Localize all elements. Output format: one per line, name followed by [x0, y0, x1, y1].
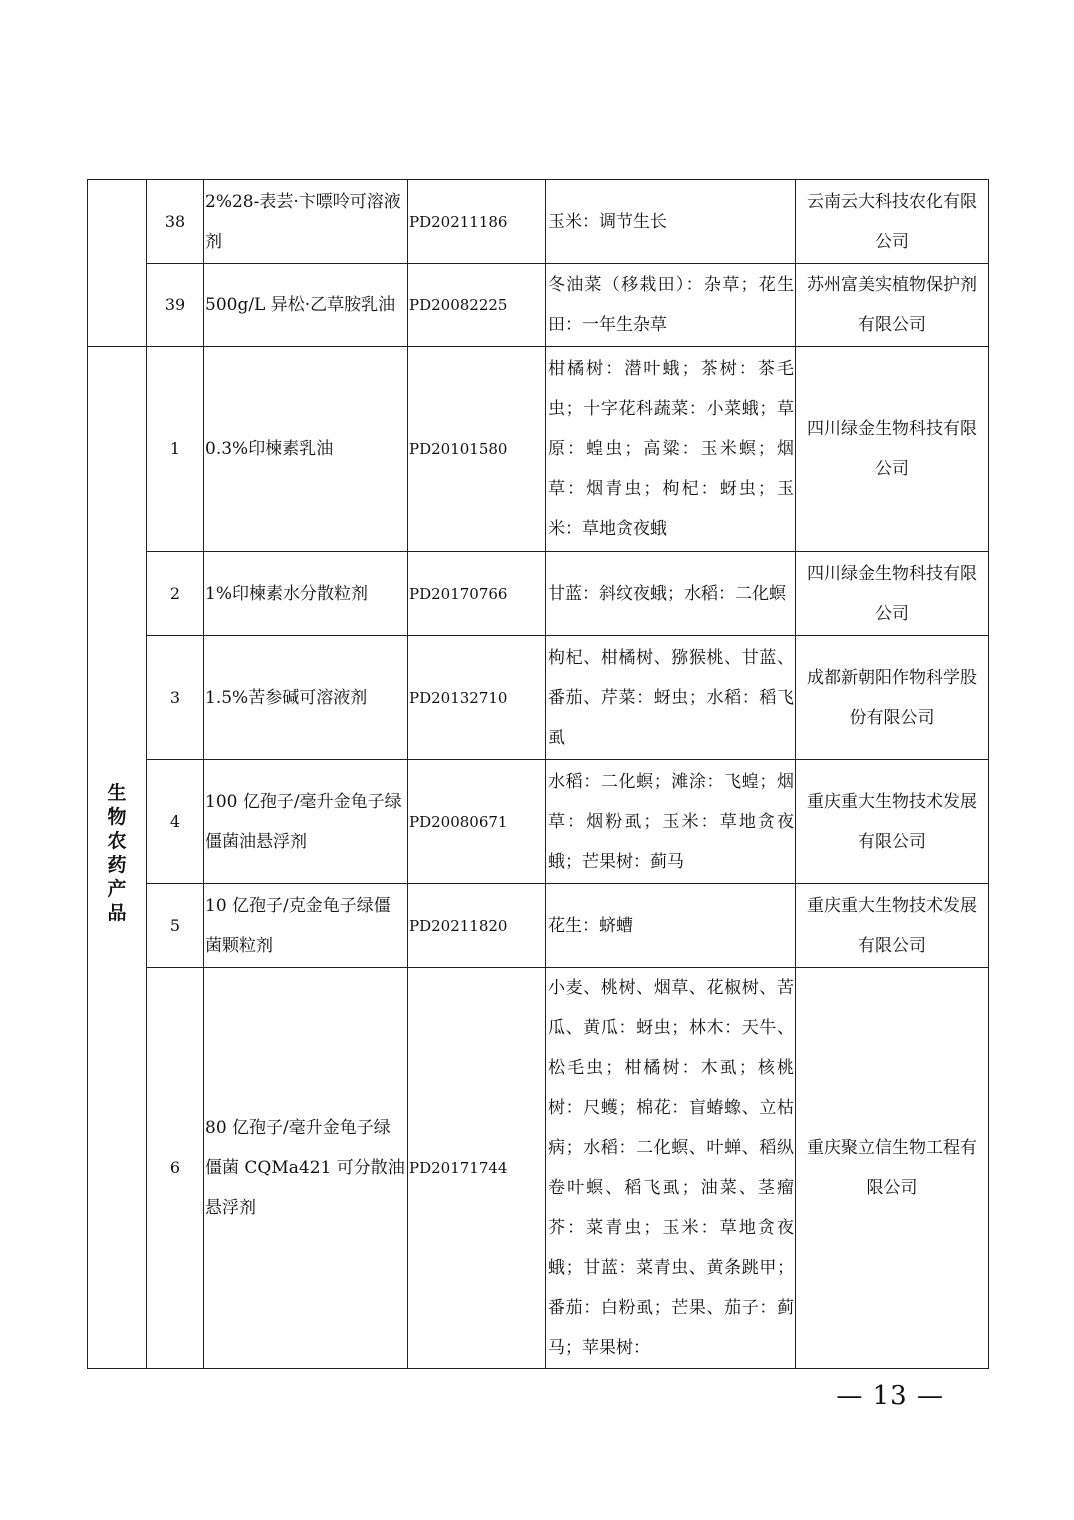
row-number: 1: [147, 347, 204, 552]
company-name: 苏州富美实植物保护剂有限公司: [796, 264, 989, 347]
company-name: 成都新朝阳作物科学股份有限公司: [796, 636, 989, 760]
registration-number: PD20211820: [408, 884, 546, 968]
product-name: 100 亿孢子/毫升金龟子绿僵菌油悬浮剂: [204, 760, 408, 884]
product-name: 1%印楝素水分散粒剂: [204, 552, 408, 636]
registration-number: PD20082225: [408, 264, 546, 347]
company-name: 四川绿金生物科技有限公司: [796, 347, 989, 552]
company-name: 重庆重大生物技术发展有限公司: [796, 760, 989, 884]
product-name: 10 亿孢子/克金龟子绿僵菌颗粒剂: [204, 884, 408, 968]
table-row: [88, 347, 989, 552]
table-row: [88, 884, 989, 968]
category-cell: [88, 180, 147, 347]
page-number: — 13 —: [836, 1381, 944, 1411]
crop-target: 冬油菜（移栽田）：杂草；花生田：一年生杂草: [546, 264, 796, 347]
crop-target: 小麦、桃树、烟草、花椒树、苦瓜、黄瓜：蚜虫；林木：天牛、松毛虫；柑橘树：木虱；核桃树：尺蠖；棉花：盲蝽蟓、立枯病；水稻：二化螟、叶蝉、稻纵卷叶螟、稻飞虱；油菜、茎瘤芥：菜青虫；玉米：草地贪夜蛾；甘蓝：菜青虫、黄条跳甲；番茄：白粉虱；芒果、茄子：蓟马；苹果树：: [546, 968, 796, 1369]
product-name: 2%28-表芸·卞嘌呤可溶液剂: [204, 180, 408, 264]
product-name: 500g/L 异松·乙草胺乳油: [204, 264, 408, 347]
registration-number: PD20132710: [408, 636, 546, 760]
registration-number: PD20170766: [408, 552, 546, 636]
row-number: 2: [147, 552, 204, 636]
row-number: 6: [147, 968, 204, 1369]
registration-number: PD20080671: [408, 760, 546, 884]
table-row: [88, 264, 989, 347]
crop-target: 枸杞、柑橘树、猕猴桃、甘蓝、番茄、芹菜：蚜虫；水稻：稻飞虱: [546, 636, 796, 760]
table-row: [88, 552, 989, 636]
crop-target: 甘蓝：斜纹夜蛾；水稻：二化螟: [546, 552, 796, 636]
table-row: [88, 968, 989, 1369]
company-name: 重庆重大生物技术发展有限公司: [796, 884, 989, 968]
pesticide-table: [87, 179, 989, 1369]
product-name: 0.3%印楝素乳油: [204, 347, 408, 552]
registration-number: PD20171744: [408, 968, 546, 1369]
category-cell: [88, 347, 147, 1369]
row-number: 39: [147, 264, 204, 347]
table-row: [88, 636, 989, 760]
company-name: 云南云大科技农化有限公司: [796, 180, 989, 264]
table-row: [88, 180, 989, 264]
product-name: 1.5%苦参碱可溶液剂: [204, 636, 408, 760]
row-number: 5: [147, 884, 204, 968]
registration-number: PD20101580: [408, 347, 546, 552]
registration-number: PD20211186: [408, 180, 546, 264]
company-name: 四川绿金生物科技有限公司: [796, 552, 989, 636]
row-number: 38: [147, 180, 204, 264]
table-row: [88, 760, 989, 884]
crop-target: 花生：蛴螬: [546, 884, 796, 968]
category-label: 生物农药产品: [107, 782, 127, 924]
crop-target: 柑橘树：潜叶蛾；茶树：茶毛虫；十字花科蔬菜：小菜蛾；草原：蝗虫；高粱：玉米螟；烟草：烟青虫；枸杞：蚜虫；玉米：草地贪夜蛾: [546, 347, 796, 552]
crop-target: 玉米：调节生长: [546, 180, 796, 264]
product-name: 80 亿孢子/毫升金龟子绿僵菌 CQMa421 可分散油悬浮剂: [204, 968, 408, 1369]
row-number: 4: [147, 760, 204, 884]
row-number: 3: [147, 636, 204, 760]
crop-target: 水稻：二化螟；滩涂：飞蝗；烟草：烟粉虱；玉米：草地贪夜蛾；芒果树：蓟马: [546, 760, 796, 884]
company-name: 重庆聚立信生物工程有限公司: [796, 968, 989, 1369]
